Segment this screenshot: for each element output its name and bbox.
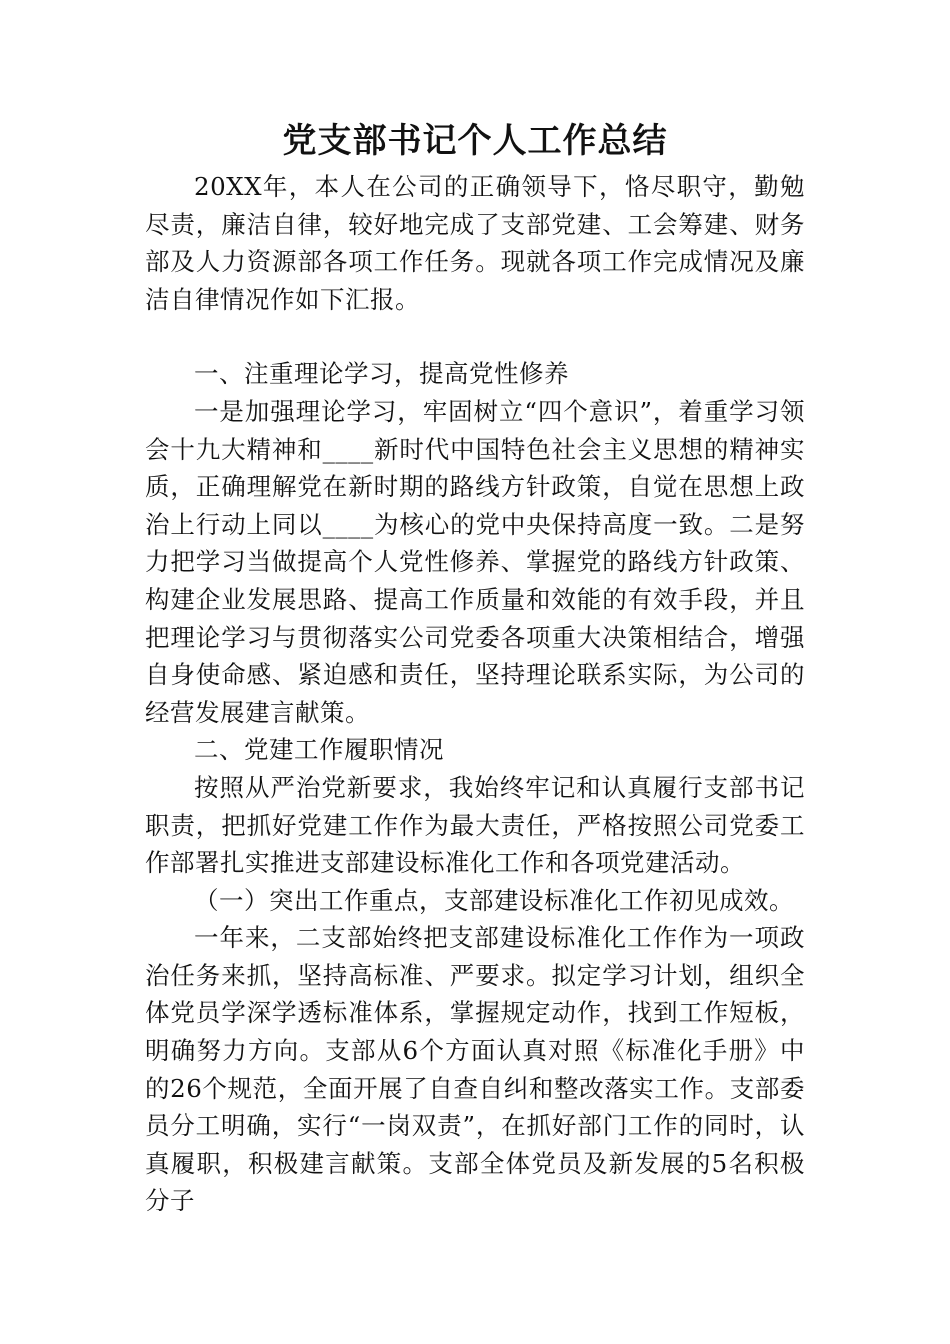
intro-paragraph: 20XX年，本人在公司的正确领导下，恪尽职守，勤勉尽责，廉洁自律，较好地完成了支部党建、工会筹建、财务部及人力资源部各项工作任务。现就各项工作完成情况及廉洁自律情况作如下汇报。 [145,172,805,314]
section-heading-1: 一、注重理论学习，提高党性修养 [194,359,569,389]
document-title: 党支部书记个人工作总结 [282,121,668,161]
section-2-paragraph: 按照从严治党新要求，我始终牢记和认真履行支部书记职责，把抓好党建工作作为最大责任，严格按照公司党委工作部署扎实推进支部建设标准化工作和各项党建活动。 [145,772,805,878]
section-heading-2: 二、党建工作履职情况 [194,735,444,765]
subsection-heading-1: （一）突出工作重点，支部建设标准化工作初见成效。 [194,885,794,915]
section-1-paragraph: 一是加强理论学习，牢固树立“四个意识”，着重学习领会十九大精神和____新时代中国特色社会主义思想的精神实质，正确理解党在新时期的路线方针政策，自觉在思想上政治上行动上同以____为核心的党中央保持高度一致。二是努力把学习当做提高个人党性修养、掌握党的路线方针政策、构建企业发展思路、提高工作质量和效能的有效手段，并且把理论学习与贯彻落实公司党委各项重大决策相结合，增强自身使命感、紧迫感和责任，坚持理论联系实际，为公司的经营发展建言献策。 [145,396,805,727]
subsection-1-paragraph: 一年来，二支部始终把支部建设标准化工作作为一项政治任务来抓，坚持高标准、严要求。拟定学习计划，组织全体党员学深学透标准体系，掌握规定动作，找到工作短板，明确努力方向。支部从6个方面认真对照《标准化手册》中的26个规范，全面开展了自查自纠和整改落实工作。支部委员分工明确，实行“一岗双责”，在抓好部门工作的同时，认真履职，积极建言献策。支部全体党员及新发展的5名积极分子 [145,923,805,1216]
paragraph-spacer [145,318,805,355]
document-body [145,168,805,1220]
